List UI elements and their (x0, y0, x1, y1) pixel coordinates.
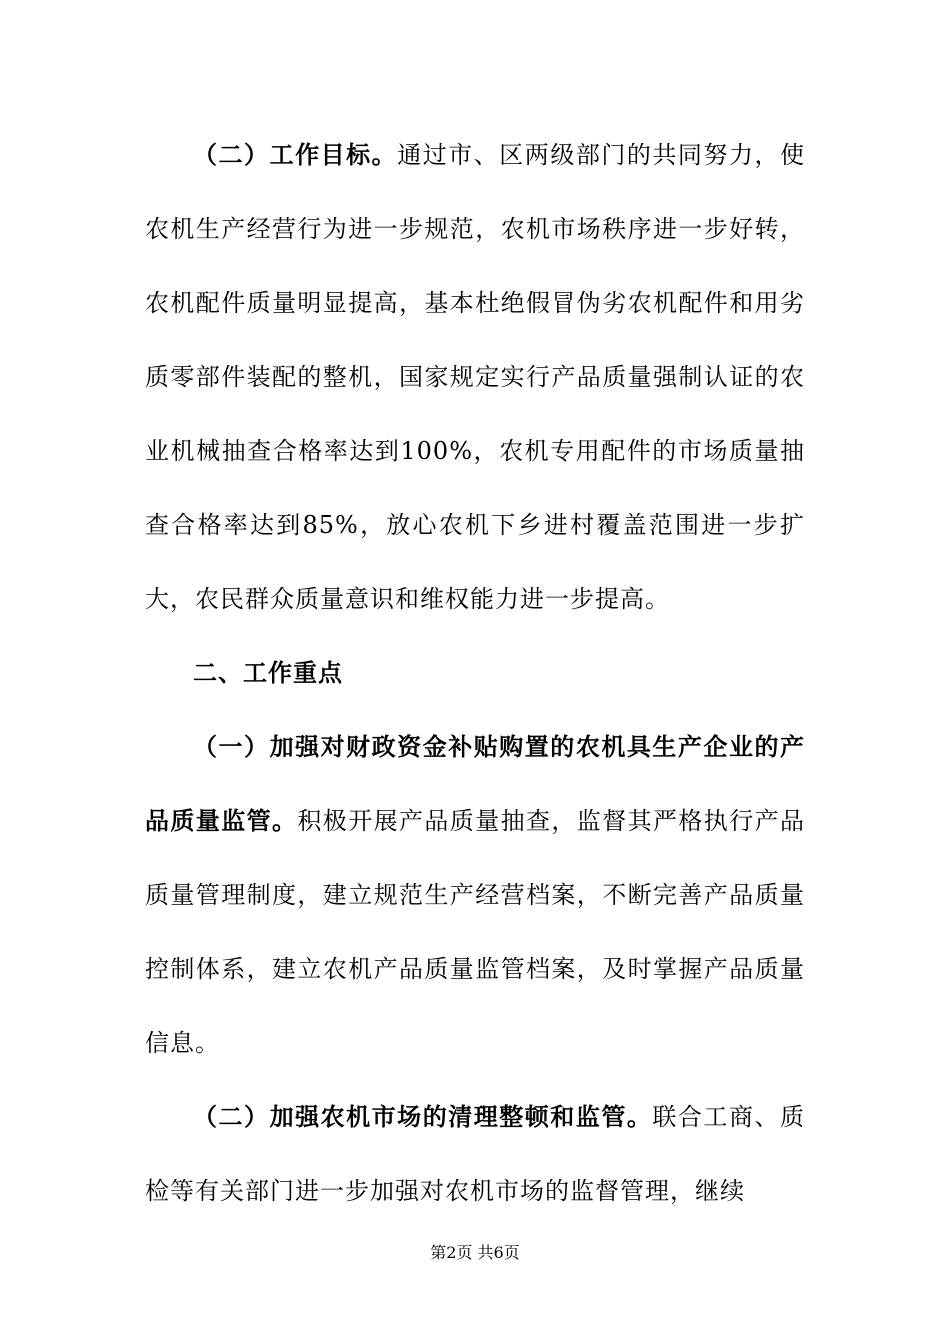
page-number-footer: 第2页 共6页 (430, 1243, 520, 1262)
paragraph-lead: （一）加强对财政资金补贴购置的农机具生产企业的产品质量监管。 (145, 733, 805, 835)
paragraph-key-point-1 (145, 710, 805, 1080)
paragraph-text: 联合工商、质检等有关部门进一步加强对农机市场的监督管理，继续 (145, 1103, 805, 1205)
paragraph-key-point-2 (145, 1080, 805, 1228)
paragraph-work-goal (145, 118, 805, 636)
paragraph-text: 积极开展产品质量抽查，监督其严格执行产品质量管理制度，建立规范生产经营档案，不断完善产品质量控制体系，建立农机产品质量监管档案，及时掌握产品质量信息。 (145, 807, 806, 1057)
paragraph-text: 通过市、区两级部门的共同努力，使农机生产经营行为进一步规范，农机市场秩序进一步好转，农机配件质量明显提高，基本杜绝假冒伪劣农机配件和用劣质零部件装配的整机，国家规定实行产品质量强制认证的农业机械抽查合格率达到100%，农机专用配件的市场质量抽查合格率达到85%，放心农机下乡进村覆盖范围进一步扩大，农民群众质量意识和维权能力进一步提高。 (145, 141, 806, 613)
paragraph-lead: （二）加强农机市场的清理整顿和监管。 (193, 1103, 653, 1131)
section-heading: 二、工作重点 (193, 659, 343, 687)
paragraph-lead: （二）工作目标。 (193, 141, 398, 169)
document-body (145, 118, 805, 1228)
